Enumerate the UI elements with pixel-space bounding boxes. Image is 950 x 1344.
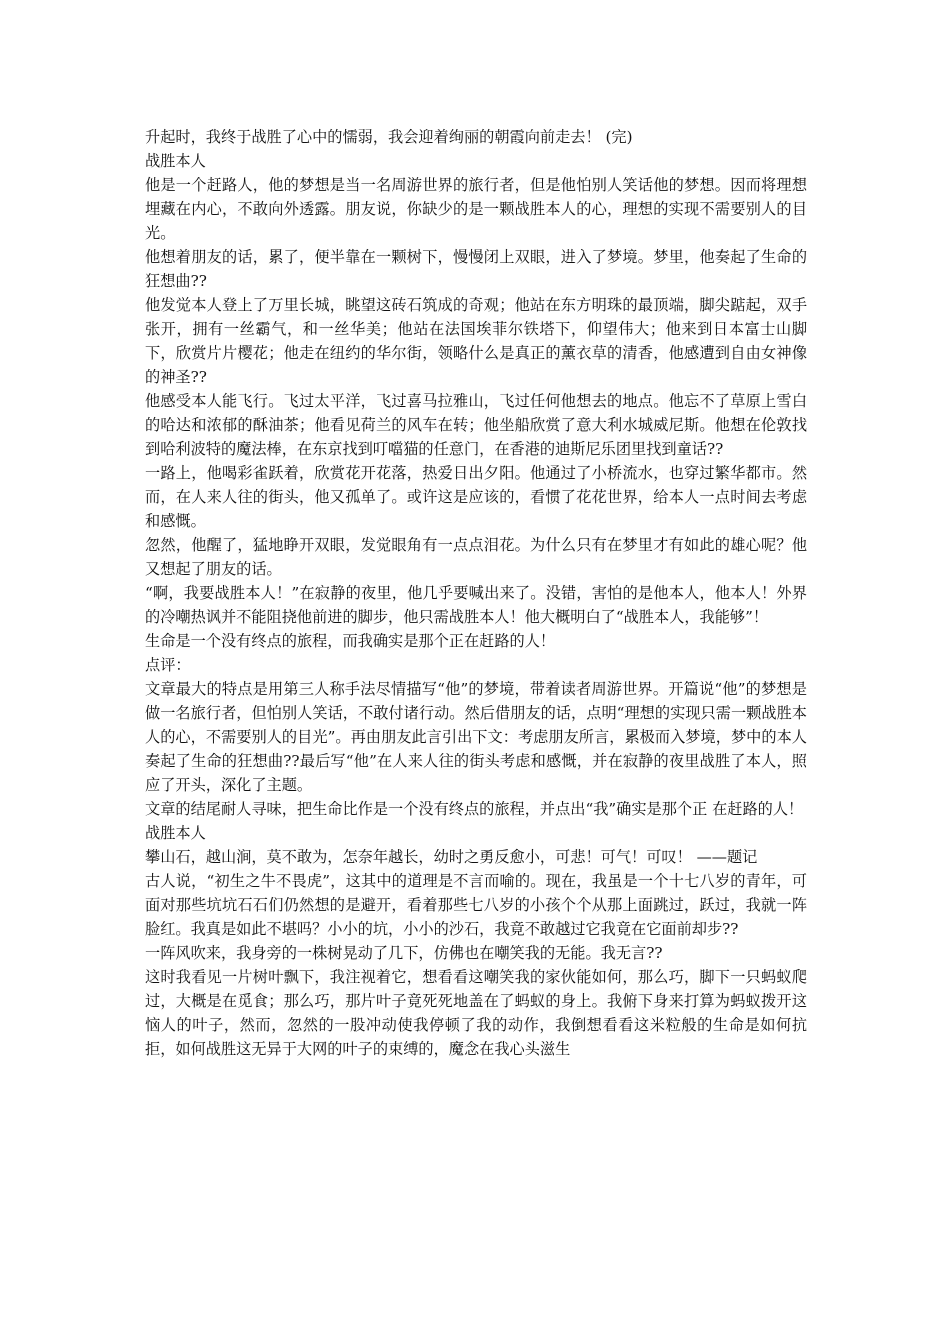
document-body [145, 125, 807, 1061]
paragraph: 他感受本人能飞行。飞过太平洋，飞过喜马拉雅山，飞过任何他想去的地点。他忘不了草原上雪白的哈达和浓郁的酥油茶；他看见荷兰的风车在转；他坐船欣赏了意大利水城威尼斯。他想在伦敦找到哈利波特的魔法棒，在东京找到叮噹猫的任意门，在香港的迪斯尼乐团里找到童话?? [145, 392, 807, 458]
paragraph: 他想着朋友的话，累了，便半靠在一颗树下，慢慢闭上双眼，进入了梦境。梦里，他奏起了生命的狂想曲?? [145, 248, 807, 290]
section-heading: 战胜本人 [145, 824, 206, 842]
paragraph: 一路上，他喝彩雀跃着，欣赏花开花落，热爱日出夕阳。他通过了小桥流水，也穿过繁华都市。然而，在人来人往的街头，他又孤单了。或许这是应该的，看惯了花花世界，给本人一点时间去考虑和感慨。 [145, 464, 807, 530]
paragraph: 他是一个赶路人，他的梦想是当一名周游世界的旅行者，但是他怕别人笑话他的梦想。因而将理想埋藏在内心，不敢向外透露。朋友说，你缺少的是一颗战胜本人的心，理想的实现不需要别人的目光。 [145, 176, 807, 242]
paragraph: 文章的结尾耐人寻味，把生命比作是一个没有终点的旅程，并点出“我”确实是那个正 在赶路的人！ [145, 800, 804, 818]
paragraph: 古人说，“初生之牛不畏虎”，这其中的道理是不言而喻的。现在，我虽是一个十七八岁的青年，可面对那些坑坑石石们仍然想的是避开，看着那些七八岁的小孩个个从那上面跳过，跃过，我就一阵脸红。我真是如此不堪吗？小小的坑，小小的沙石，我竟不敢越过它我竟在它面前却步?? [145, 872, 807, 938]
paragraph: 文章最大的特点是用第三人称手法尽情描写“他”的梦境，带着读者周游世界。开篇说“他”的梦想是做一名旅行者，但怕别人笑话，不敢付诸行动。然后借朋友的话，点明“理想的实现只需一颗战胜本人的心，不需要别人的目光”。再由朋友此言引出下文：考虑朋友所言，累极而入梦境，梦中的本人奏起了生命的狂想曲??最后写“他”在人来人往的街头考虑和感慨，并在寂静的夜里战胜了本人，照应了开头，深化了主题。 [145, 680, 807, 794]
paragraph: 这时我看见一片树叶飘下，我注视着它，想看看这嘲笑我的家伙能如何，那么巧，脚下一只蚂蚁爬过，大概是在觅食；那么巧，那片叶子竟死死地盖在了蚂蚁的身上。我俯下身来打算为蚂蚁拨开这恼人的叶子，然而，忽然的一股冲动使我停顿了我的动作，我倒想看看这米粒般的生命是如何抗拒，如何战胜这无异于大网的叶子的束缚的，魔念在我心头滋生 [145, 968, 807, 1058]
section-heading: 战胜本人 [145, 152, 206, 170]
paragraph: 他发觉本人登上了万里长城，眺望这砖石筑成的奇观；他站在东方明珠的最顶端，脚尖踮起，双手张开，拥有一丝霸气，和一丝华美；他站在法国埃菲尔铁塔下，仰望伟大；他来到日本富士山脚下，欣赏片片樱花；他走在纽约的华尔街，领略什么是真正的薰衣草的清香，他感遭到自由女神像的神圣?? [145, 296, 807, 386]
paragraph: 一阵风吹来，我身旁的一株树晃动了几下，仿佛也在嘲笑我的无能。我无言?? [145, 944, 663, 962]
paragraph: 生命是一个没有终点的旅程，而我确实是那个正在赶路的人！ [145, 632, 556, 650]
paragraph: “啊，我要战胜本人！”在寂静的夜里，他几乎要喊出来了。没错，害怕的是他本人，他本人！外界的冷嘲热讽并不能阻挠他前进的脚步，他只需战胜本人！他大概明白了“战胜本人，我能够”！ [145, 584, 807, 626]
paragraph: 升起时，我终于战胜了心中的懦弱，我会迎着绚丽的朝霞向前走去！ (完) [145, 128, 633, 146]
paragraph: 忽然，他醒了，猛地睁开双眼，发觉眼角有一点点泪花。为什么只有在梦里才有如此的雄心呢？他又想起了朋友的话。 [145, 536, 807, 578]
comment-label: 点评： [145, 656, 191, 674]
paragraph: 攀山石，越山涧，莫不敢为，怎奈年越长，幼时之勇反愈小，可悲！可气！可叹！ ——题记 [145, 848, 758, 866]
